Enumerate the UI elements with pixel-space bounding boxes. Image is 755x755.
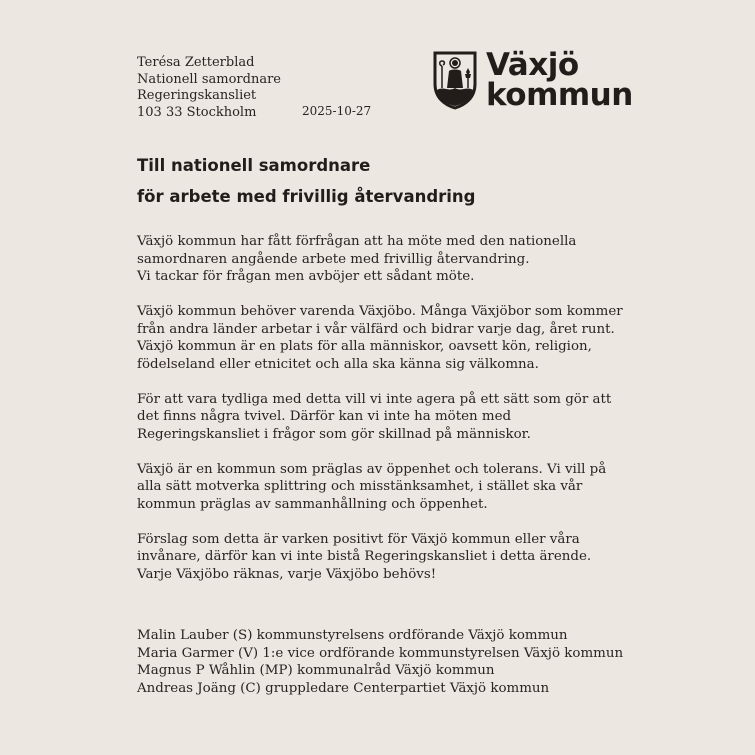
paragraph: Växjö kommun behöver varenda Växjöbo. Många Växjöbor som kommer från andra länder arbetar i vår välfärd och bidrar varje dag, året runt. Växjö kommun är en plats för alla människor, oavsett kön, religion, födelseland eller etnicitet och alla ska känna sig välkomna. <box>137 304 623 372</box>
logo-line-2: kommun <box>486 77 633 113</box>
signature-line: Malin Lauber (S) kommunstyrelsens ordförande Växjö kommun <box>137 628 568 643</box>
recipient-postal: 103 33 Stockholm <box>137 104 257 120</box>
recipient-name: Terésa Zetterblad <box>137 55 255 70</box>
logo-line-1: Växjö <box>486 47 579 83</box>
heading-line-1: Till nationell samordnare <box>137 156 371 175</box>
recipient-org: Regeringskansliet <box>137 88 257 103</box>
logo-wordmark <box>486 47 633 113</box>
signature-line: Andreas Joäng (C) gruppledare Centerpartiet Växjö kommun <box>137 680 550 696</box>
paragraph: För att vara tydliga med detta vill vi inte agera på ett sätt som gör att det finns några tvivel. Därför kan vi inte ha möten med Regeringskansliet i frågor som gör skillnad på människor. <box>137 391 612 442</box>
letter-heading <box>137 150 475 212</box>
signature-line: Magnus P Wåhlin (MP) kommunalråd Växjö kommun <box>137 663 495 678</box>
letter-body <box>137 233 637 601</box>
heading-line-2: för arbete med frivillig återvandring <box>137 187 476 206</box>
signature-line: Maria Garmer (V) 1:e vice ordförande kommunstyrelsen Växjö kommun <box>137 645 624 661</box>
signatures <box>137 627 623 697</box>
coat-of-arms-shield-icon <box>432 50 478 110</box>
recipient-address <box>137 55 281 121</box>
recipient-title: Nationell samordnare <box>137 71 281 87</box>
vaxjo-kommun-logo <box>432 47 633 113</box>
paragraph: Växjö är en kommun som präglas av öppenhet och tolerans. Vi vill på alla sätt motverka splittring och misstänksamhet, i stället ska vår kommun präglas av sammanhållning och öppenhet. <box>137 461 607 512</box>
paragraph: Förslag som detta är varken positivt för Växjö kommun eller våra invånare, därför kan vi inte bistå Regeringskansliet i detta ärende. Varje Växjöbo räknas, varje Växjöbo behövs! <box>137 531 592 582</box>
letter-date: 2025-10-27 <box>302 104 372 118</box>
paragraph: Växjö kommun har fått förfrågan att ha möte med den nationella samordnaren angående arbete med frivillig återvandring. Vi tackar för frågan men avböjer ett sådant möte. <box>137 234 577 284</box>
